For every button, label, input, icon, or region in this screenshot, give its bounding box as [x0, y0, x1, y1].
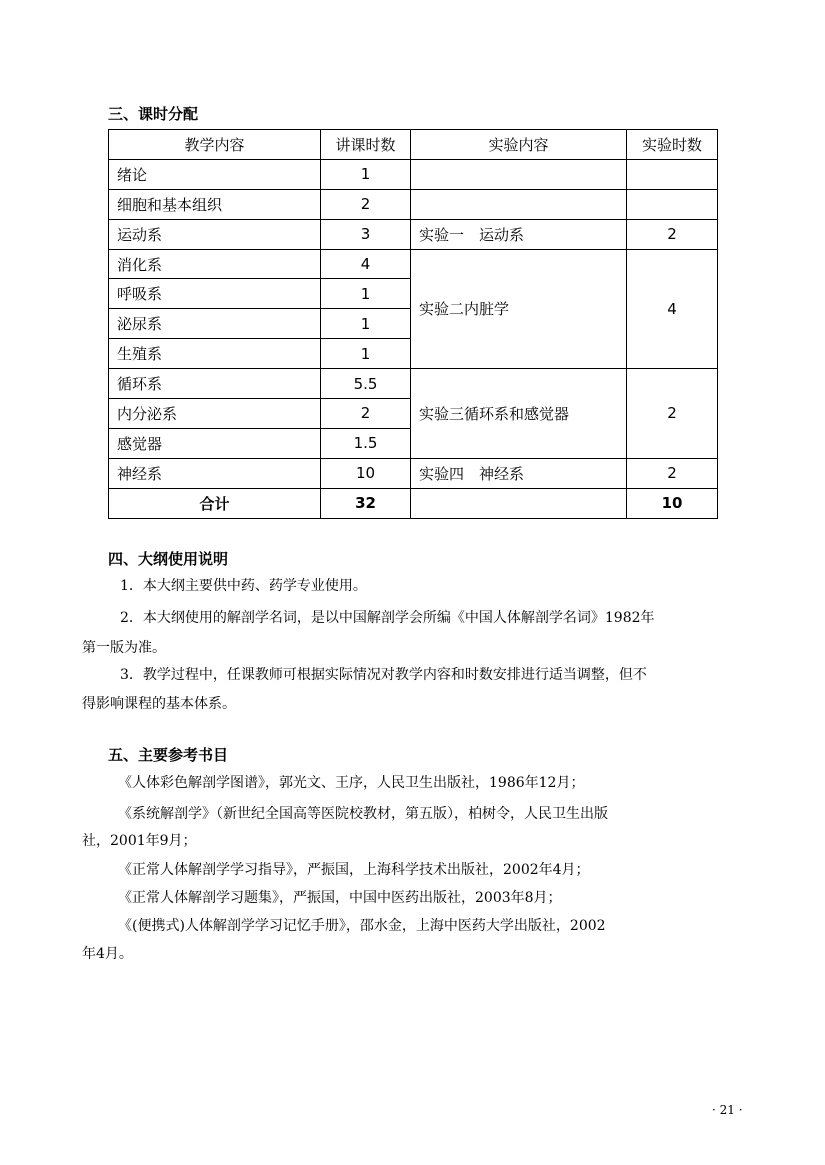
header-content: 教学内容: [109, 130, 321, 160]
row-content: 感觉器: [109, 428, 321, 458]
row-content: 细胞和基本组织: [109, 189, 321, 219]
lab-hours: 2: [627, 219, 718, 249]
row-content: 生殖系: [109, 339, 321, 369]
total-row: [109, 488, 718, 518]
lab-name: 实验四 神经系: [411, 458, 627, 488]
section-heading-schedule: 三、课时分配: [108, 105, 199, 123]
total-lab-hours: 10: [627, 488, 718, 518]
lab-hours: 4: [627, 249, 718, 369]
reference-item-2: 《系统解剖学》（新世纪全国高等医院校教材，第五版），柏树令，人民卫生出版: [118, 806, 608, 822]
lab-hours: 2: [627, 369, 718, 459]
row-content: 循环系: [109, 369, 321, 399]
lab-name: 实验一 运动系: [411, 219, 627, 249]
usage-paragraph-3: 3．教学过程中，任课教师可根据实际情况对教学内容和时数安排进行适当调整，但不: [120, 667, 647, 683]
lab-empty-cell: [411, 159, 627, 189]
table-header-row: [109, 130, 718, 160]
row-hours: 1: [321, 159, 411, 189]
row-hours: 3: [321, 219, 411, 249]
reference-item-3: 《正常人体解剖学学习指导》，严振国，上海科学技术出版社，2002年4月；: [118, 862, 590, 878]
row-content: 运动系: [109, 219, 321, 249]
lab-empty-cell: [411, 189, 627, 219]
reference-item-4: 《正常人体解剖学习题集》，严振国，中国中医药出版社，2003年8月；: [118, 890, 562, 906]
header-lab-content: 实验内容: [411, 130, 627, 160]
row-hours: 1: [321, 309, 411, 339]
reference-item-1: 《人体彩色解剖学图谱》，郭光文、王序，人民卫生出版社，1986年12月；: [118, 775, 585, 791]
row-content: 呼吸系: [109, 279, 321, 309]
section-heading-references: 五、主要参考书目: [108, 746, 229, 764]
lab-hours-empty-cell: [627, 189, 718, 219]
row-content: 消化系: [109, 249, 321, 279]
reference-item-2-cont: 社，2001年9月；: [82, 833, 197, 849]
table-row: [109, 159, 718, 189]
total-lab-empty-cell: [411, 488, 627, 518]
row-hours: 10: [321, 458, 411, 488]
table-row: [109, 458, 718, 488]
header-lecture-hours: 讲课时数: [321, 130, 411, 160]
row-hours: 2: [321, 189, 411, 219]
usage-paragraph-2-cont: 第一版为准。: [82, 640, 166, 656]
row-hours: 1.5: [321, 428, 411, 458]
reference-item-5-cont: 年4月。: [82, 946, 133, 962]
total-label: 合计: [109, 488, 321, 518]
lab-name: 实验三循环系和感觉器: [411, 369, 627, 459]
row-content: 神经系: [109, 458, 321, 488]
hours-table: [108, 129, 718, 519]
table-row: [109, 369, 718, 399]
row-hours: 4: [321, 249, 411, 279]
lab-hours-empty-cell: [627, 159, 718, 189]
table-row: [109, 189, 718, 219]
row-content: 绪论: [109, 159, 321, 189]
lab-hours: 2: [627, 458, 718, 488]
row-hours: 5.5: [321, 369, 411, 399]
row-hours: 2: [321, 399, 411, 429]
usage-paragraph-1: 1．本大纲主要供中药、药学专业使用。: [120, 578, 367, 594]
row-content: 泌尿系: [109, 309, 321, 339]
usage-paragraph-2: 2．本大纲使用的解剖学名词，是以中国解剖学会所编《中国人体解剖学名词》1982年: [120, 610, 655, 626]
reference-item-5: 《(便携式)人体解剖学学习记忆手册》，邵水金，上海中医药大学出版社，2002: [118, 918, 606, 934]
row-hours: 1: [321, 339, 411, 369]
section-heading-usage: 四、大纲使用说明: [108, 550, 229, 568]
page-number: · 21 ·: [712, 1103, 743, 1117]
lab-name: 实验二内脏学: [411, 249, 627, 369]
table-row: [109, 249, 718, 279]
total-lecture-hours: 32: [321, 488, 411, 518]
row-hours: 1: [321, 279, 411, 309]
usage-paragraph-3-cont: 得影响课程的基本体系。: [82, 696, 236, 712]
table-row: [109, 219, 718, 249]
row-content: 内分泌系: [109, 399, 321, 429]
header-lab-hours: 实验时数: [627, 130, 718, 160]
